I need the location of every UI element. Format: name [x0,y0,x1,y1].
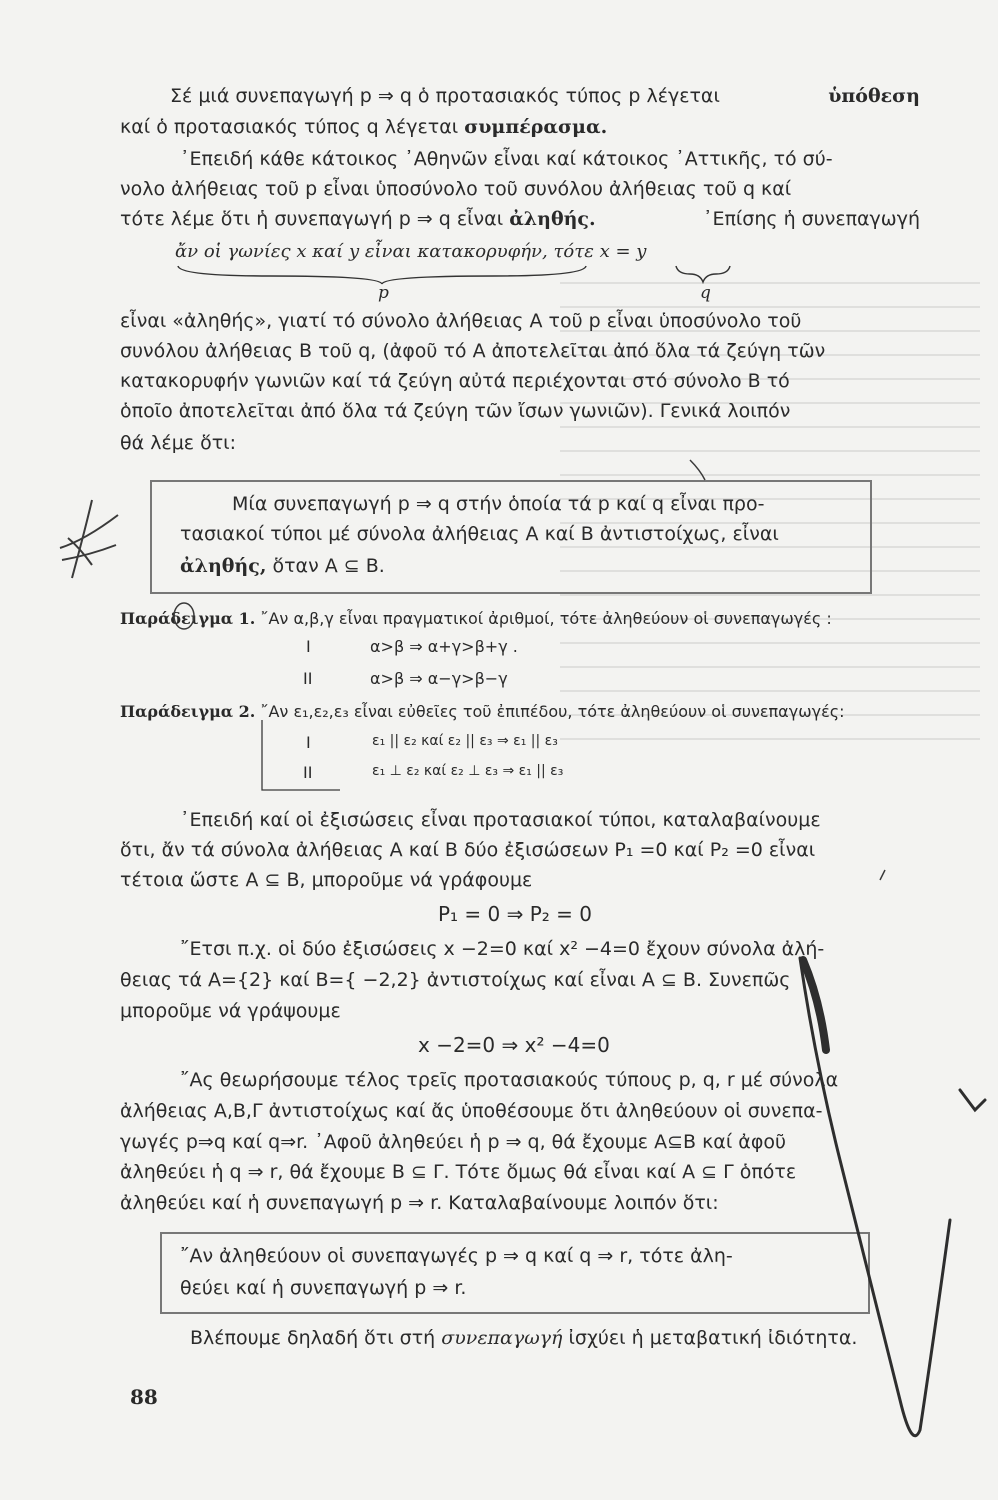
page-number: 88 [130,1385,158,1409]
para5-formula: x −2=0 ⇒ x² −4=0 [418,1033,610,1057]
para6-line2: ἀλήθειας Α,Β,Γ ἀντιστοίχως καί ἄς ὑποθέσουμε ὅτι ἀληθεύουν οἱ συνεπα- [120,1100,823,1122]
margin-x-mark [60,500,118,578]
box1-line2: τασιακοί τύποι μέ σύνολα ἀλήθειας Α καί Β ἀντιστοίχως, εἶναι [180,523,779,545]
para3-line5: θά λέμε ὅτι: [120,432,236,454]
para4-line3: τέτοια ὥστε Α ⊆ Β, μποροῦμε νά γράφουμε [120,869,533,891]
box1-line1: Μία συνεπαγωγή p ⇒ q στήν ὁποία τά p καί q εἶναι προ- [232,493,765,515]
box1-line3: ἀληθής, ὅταν Α ⊆ Β. [180,555,385,577]
example2-roman-2: II [303,763,313,782]
example1-formula-1: α>β ⇒ α+γ>β+γ . [370,637,518,656]
para2-line1: ᾿Επειδή κάθε κάτοικος ᾿Αθηνῶν εἶναι καί κάτοικος ᾿Αττικῆς, τό σύ- [180,148,833,170]
para4-formula: P₁ = 0 ⇒ P₂ = 0 [438,902,593,926]
para1-line2: καί ὁ προτασιακός τύπος q λέγεται συμπέρασμα. [120,116,608,138]
para5-line1: ῎Ετσι π.χ. οἱ δύο ἐξισώσεις x −2=0 καί x² −4=0 ἔχουν σύνολα ἀλή- [180,938,825,960]
para2-line2: νολο ἀλήθειας τοῦ p εἶναι ὑποσύνολο τοῦ συνόλου ἀλήθειας τοῦ q καί [120,178,792,200]
box2-line2: θεύει καί ἡ συνεπαγωγή p ⇒ r. [180,1277,467,1299]
para3-line3: κατακορυφήν γωνιῶν καί τά ζεύγη αὐτά περιέχονται στό σύνολο Β τό [120,370,790,392]
proposition-q: x = y [599,241,647,262]
para4-line1: ᾿Επειδή καί οἱ ἐξισώσεις εἶναι προτασιακοί τύποι, καταλαβαίνουμε [180,809,821,831]
pencil-stroke [800,958,985,1436]
para5-line2: θειας τά Α={2} καί Β={ −2,2} ἀντιστοίχως καί εἶναι Α ⊆ Β. Συνεπῶς [120,969,791,991]
term-conclusion: συμπέρασμα. [464,116,608,138]
term-true: ἀληθής. [509,208,596,230]
para3-line2: συνόλου ἀλήθειας Β τοῦ q, (ἀφοῦ τό Α ἀποτελεῖται ἀπό ὅλα τά ζεύγη τῶν [120,340,826,362]
example2-heading: Παράδειγμα 2. ῎Αν ε₁,ε₂,ε₃ εἶναι εὐθεῖες τοῦ ἐπιπέδου, τότε ἀληθεύουν οἱ συνεπαγωγές: [120,702,845,721]
final-line: Βλέπουμε δηλαδή ὅτι στή συνεπαγωγή ἰσχύει ἡ μεταβατική ἰδιότητα. [190,1327,858,1349]
para4-line2: ὅτι, ἄν τά σύνολα ἀλήθειας Α καί Β δύο ἐξισώσεων P₁ =0 καί P₂ =0 εἶναι [120,839,816,861]
para6-line1: ῎Ας θεωρήσουμε τέλος τρεῖς προτασιακούς τύπους p, q, r μέ σύνολα [180,1069,839,1091]
para2-line3: τότε λέμε ὅτι ἡ συνεπαγωγή p ⇒ q εἶναι ἀληθής. ᾿Επίσης ἡ συνεπαγωγή [120,208,920,230]
example-implication: ἄν οἱ γωνίες x καί y εἶναι κατακορυφήν, τότε x = y [175,241,647,262]
example1-heading: Παράδειγμα 1. ῎Αν α,β,γ εἶναι πραγματικοί ἀριθμοί, τότε ἀληθεύουν οἱ συνεπαγωγές : [120,609,832,628]
example1-formula-2: α>β ⇒ α−γ>β−γ [370,669,508,688]
para6-line4: ἀληθεύει ἡ q ⇒ r, θά ἔχουμε Β ⊆ Γ. Τότε ὅμως θά εἶναι καί Α ⊆ Γ ὁπότε [120,1161,797,1183]
box2-line1: ῎Αν ἀληθεύουν οἱ συνεπαγωγές p ⇒ q καί q ⇒ r, τότε ἀλη- [180,1245,733,1267]
example1-roman-1: I [306,637,311,656]
term-implication: συνεπαγωγή [441,1327,563,1349]
para5-line3: μποροῦμε νά γράψουμε [120,1000,341,1022]
example2-roman-1: I [306,733,311,752]
para6-line3: γωγές p⇒q καί q⇒r. ᾿Αφοῦ ἀληθεύει ἡ p ⇒ q, θά ἔχουμε Α⊆Β καί ἀφοῦ [120,1131,786,1153]
label-p: p [378,283,389,303]
para6-line5: ἀληθεύει καί ἡ συνεπαγωγή p ⇒ r. Καταλαβαίνουμε λοιπόν ὅτι: [120,1192,719,1214]
example2-formula-1: ε₁ || ε₂ καί ε₂ || ε₃ ⇒ ε₁ || ε₃ [372,733,558,749]
para3-line1: εἶναι «ἀληθής», γιατί τό σύνολο ἀλήθειας Α τοῦ p εἶναι ὑποσύνολο τοῦ [120,310,802,332]
side-bracket [262,720,340,790]
proposition-p: ἄν οἱ γωνίες x καί y εἶναι κατακορυφήν, [175,241,548,262]
para1-line1: Σέ μιά συνεπαγωγή p ⇒ q ὁ προτασιακός τύπος p λέγεται ὑπόθεση [170,85,920,107]
small-check-marks [690,460,885,880]
example1-roman-2: II [303,669,313,688]
term-hypothesis: ὑπόθεση [828,85,920,107]
para3-line4: ὁποῖο ἀποτελεῖται ἀπό ὅλα τά ζεύγη τῶν ἴσων γωνιῶν). Γενικά λοιπόν [120,400,791,422]
circle-mark [174,603,194,629]
example2-formula-2: ε₁ ⊥ ε₂ καί ε₂ ⊥ ε₃ ⇒ ε₁ || ε₃ [372,763,564,779]
label-q: q [700,283,711,303]
